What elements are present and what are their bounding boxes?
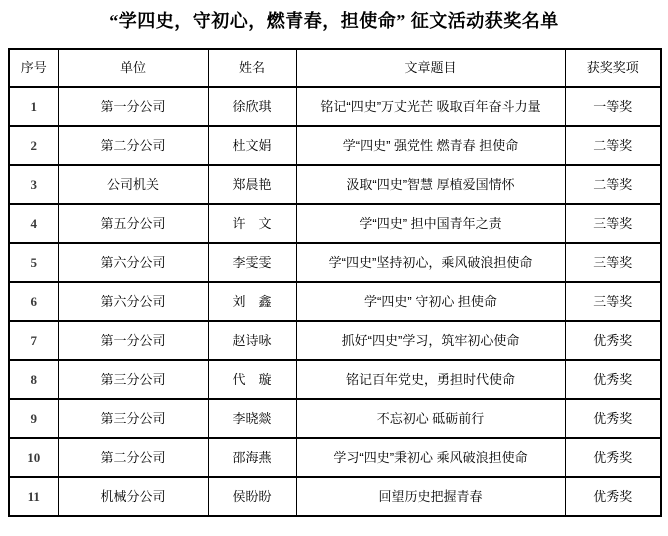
name-cell: 代 璇: [208, 360, 296, 399]
no-cell: 2: [9, 126, 58, 165]
name-cell: 刘 鑫: [208, 282, 296, 321]
no-cell: 10: [9, 438, 58, 477]
name-cell: 侯盼盼: [208, 477, 296, 516]
table-row: [9, 87, 661, 126]
no-cell: 4: [9, 204, 58, 243]
article-cell: 学“四史” 守初心 担使命: [296, 282, 565, 321]
awards-table: [8, 48, 662, 517]
no-cell: 7: [9, 321, 58, 360]
award-cell: 三等奖: [565, 243, 661, 282]
article-cell: 学“四史”坚持初心，乘风破浪担使命: [296, 243, 565, 282]
table-row: [9, 399, 661, 438]
header-article-title: 文章题目: [296, 49, 565, 87]
unit-cell: 公司机关: [58, 165, 208, 204]
name-cell: 郑晨艳: [208, 165, 296, 204]
table-row: [9, 321, 661, 360]
unit-cell: 第六分公司: [58, 282, 208, 321]
name-cell: 李雯雯: [208, 243, 296, 282]
no-cell: 8: [9, 360, 58, 399]
table-row: [9, 360, 661, 399]
article-cell: 学“四史” 担中国青年之责: [296, 204, 565, 243]
unit-cell: 第二分公司: [58, 438, 208, 477]
award-cell: 优秀奖: [565, 399, 661, 438]
unit-cell: 第五分公司: [58, 204, 208, 243]
name-cell: 赵诗咏: [208, 321, 296, 360]
table-row: [9, 126, 661, 165]
award-cell: 优秀奖: [565, 360, 661, 399]
award-cell: 一等奖: [565, 87, 661, 126]
name-cell: 邵海燕: [208, 438, 296, 477]
unit-cell: 第一分公司: [58, 87, 208, 126]
unit-cell: 机械分公司: [58, 477, 208, 516]
header-award: 获奖奖项: [565, 49, 661, 87]
article-cell: 抓好“四史”学习，筑牢初心使命: [296, 321, 565, 360]
header-unit: 单位: [58, 49, 208, 87]
unit-cell: 第一分公司: [58, 321, 208, 360]
article-cell: 铭记“四史”万丈光芒 吸取百年奋斗力量: [296, 87, 565, 126]
article-cell: 学习“四史”秉初心 乘风破浪担使命: [296, 438, 565, 477]
award-cell: 优秀奖: [565, 438, 661, 477]
no-cell: 1: [9, 87, 58, 126]
no-cell: 9: [9, 399, 58, 438]
article-cell: 汲取“四史”智慧 厚植爱国情怀: [296, 165, 565, 204]
article-cell: 不忘初心 砥砺前行: [296, 399, 565, 438]
header-name: 姓名: [208, 49, 296, 87]
table-row: [9, 165, 661, 204]
table-row: [9, 477, 661, 516]
article-cell: 学“四史” 强党性 燃青春 担使命: [296, 126, 565, 165]
award-cell: 优秀奖: [565, 321, 661, 360]
no-cell: 5: [9, 243, 58, 282]
header-row: [9, 49, 661, 87]
award-cell: 二等奖: [565, 165, 661, 204]
award-cell: 二等奖: [565, 126, 661, 165]
no-cell: 6: [9, 282, 58, 321]
unit-cell: 第三分公司: [58, 360, 208, 399]
name-cell: 徐欣琪: [208, 87, 296, 126]
article-cell: 铭记百年党史，勇担时代使命: [296, 360, 565, 399]
table-row: [9, 282, 661, 321]
award-cell: 三等奖: [565, 282, 661, 321]
unit-cell: 第六分公司: [58, 243, 208, 282]
name-cell: 李晓燚: [208, 399, 296, 438]
no-cell: 3: [9, 165, 58, 204]
unit-cell: 第三分公司: [58, 399, 208, 438]
table-row: [9, 438, 661, 477]
award-cell: 三等奖: [565, 204, 661, 243]
name-cell: 杜文娟: [208, 126, 296, 165]
header-serial-number: 序号: [9, 49, 58, 87]
table-row: [9, 204, 661, 243]
award-cell: 优秀奖: [565, 477, 661, 516]
table-row: [9, 243, 661, 282]
no-cell: 11: [9, 477, 58, 516]
name-cell: 许 文: [208, 204, 296, 243]
page-title: “学四史，守初心，燃青春，担使命” 征文活动获奖名单: [109, 11, 559, 31]
unit-cell: 第二分公司: [58, 126, 208, 165]
article-cell: 回望历史把握青春: [296, 477, 565, 516]
